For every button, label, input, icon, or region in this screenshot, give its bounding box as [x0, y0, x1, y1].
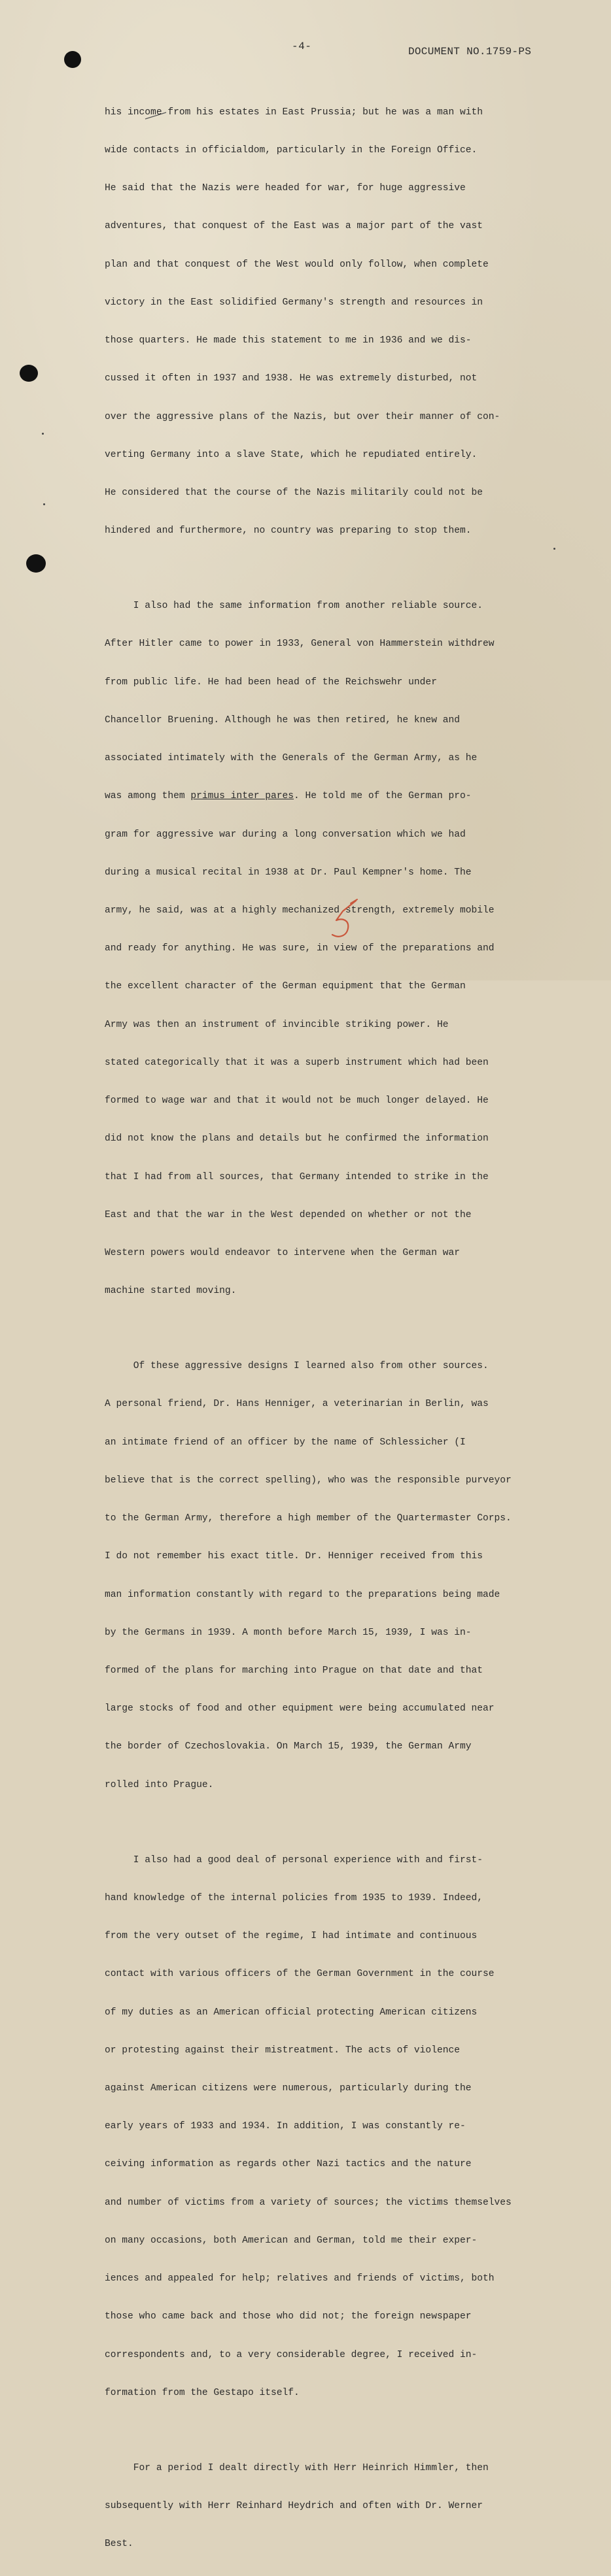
text-line: early years of 1933 and 1934. In addition, I was constantly re-	[105, 2121, 466, 2132]
text-line: believe that is the correct spelling), who was the responsible purveyor	[105, 1475, 512, 1486]
text-line: those who came back and those who did not; the foreign newspaper	[105, 2311, 472, 2322]
text-line: of my duties as an American official protecting American citizens	[105, 2007, 478, 2018]
text-line: formation from the Gestapo itself.	[105, 2387, 300, 2398]
text-line: hand knowledge of the internal policies from 1935 to 1939. Indeed,	[105, 1892, 483, 1903]
text-line: correspondents and, to a very considerable degree, I received in-	[105, 2349, 478, 2360]
document-id: DOCUMENT NO.1759-PS	[408, 46, 532, 58]
punch-hole-lower	[26, 554, 46, 573]
punch-hole-top	[64, 51, 81, 68]
text-line: man information constantly with regard to the preparations being made	[105, 1589, 500, 1600]
text-line: East and that the war in the West depended on whether or not the	[105, 1209, 472, 1220]
underlined-phrase: primus inter pares	[190, 791, 294, 802]
pencil-page-mark	[327, 897, 366, 943]
text-line: cussed it often in 1937 and 1938. He was extremely disturbed, not	[105, 373, 478, 384]
ink-speck	[43, 503, 45, 505]
text-line: verting Germany into a slave State, which he repudiated entirely.	[105, 449, 478, 460]
text-line: adventures, that conquest of the East was a major part of the vast	[105, 221, 483, 232]
text-line: I also had the same information from another reliable source.	[105, 601, 483, 612]
text-line: or protesting against their mistreatment. The acts of violence	[105, 2045, 460, 2056]
text-line: from the very outset of the regime, I had intimate and continuous	[105, 1931, 478, 1942]
text-line: by the Germans in 1939. A month before March 15, 1939, I was in-	[105, 1627, 472, 1638]
text-line: Best.	[105, 2539, 133, 2550]
text-line	[105, 790, 556, 803]
ink-speck	[42, 433, 44, 435]
document-body	[105, 81, 556, 2576]
text-line: those quarters. He made this statement to me in 1936 and we dis-	[105, 335, 472, 346]
paragraph-1	[105, 81, 556, 563]
paragraph-4	[105, 1829, 556, 2425]
text-line: associated intimately with the Generals of the German Army, as he	[105, 753, 478, 764]
page-number: -4-	[292, 41, 312, 52]
text-line-end: . He told me of the German pro-	[294, 791, 472, 802]
text-line: subsequently with Herr Reinhard Heydrich and often with Dr. Werner	[105, 2500, 483, 2511]
text-line: wide contacts in officialdom, particularly in the Foreign Office.	[105, 145, 478, 156]
text-line: He said that the Nazis were headed for war, for huge aggressive	[105, 183, 466, 194]
text-line: formed to wage war and that it would not be much longer delayed. He	[105, 1096, 489, 1107]
text-line: machine started moving.	[105, 1286, 237, 1297]
text-line: A personal friend, Dr. Hans Henniger, a veterinarian in Berlin, was	[105, 1399, 489, 1410]
text-line: Army was then an instrument of invincible striking power. He	[105, 1019, 449, 1030]
text-line: stated categorically that it was a superb instrument which had been	[105, 1057, 489, 1068]
text-line: to the German Army, therefore a high member of the Quartermaster Corps.	[105, 1513, 512, 1524]
text-line: For a period I dealt directly with Herr Heinrich Himmler, then	[105, 2462, 489, 2473]
text-line: Chancellor Bruening. Although he was then retired, he knew and	[105, 714, 460, 726]
text-line: his income from his estates in East Prussia; but he was a man with	[105, 107, 483, 118]
text-line: an intimate friend of an officer by the name of Schlessicher (I	[105, 1437, 466, 1448]
paragraph-5	[105, 2437, 556, 2576]
text-line: over the aggressive plans of the Nazis, but over their manner of con-	[105, 411, 500, 422]
text-line: He considered that the course of the Nazis militarily could not be	[105, 488, 483, 498]
text-line: army, he said, was at a highly mechanized strength, extremely mobile	[105, 905, 495, 916]
text-line: After Hitler came to power in 1933, General von Hammerstein withdrew	[105, 639, 495, 650]
text-line: the border of Czechoslovakia. On March 15, 1939, the German Army	[105, 1741, 472, 1752]
text-line: victory in the East solidified Germany's strength and resources in	[105, 297, 483, 308]
punch-hole-middle	[20, 365, 38, 382]
text-line: Western powers would endeavor to intervene when the German war	[105, 1247, 460, 1258]
text-line: against American citizens were numerous, particularly during the	[105, 2083, 472, 2094]
text-line: that I had from all sources, that Germany intended to strike in the	[105, 1171, 489, 1182]
paragraph-3	[105, 1335, 556, 1816]
text-line: I also had a good deal of personal experience with and first-	[105, 1854, 483, 1865]
text-line: plan and that conquest of the West would only follow, when complete	[105, 259, 489, 270]
text-line-start: was among them	[105, 791, 191, 802]
text-line: large stocks of food and other equipment were being accumulated near	[105, 1703, 495, 1715]
text-line: ceiving information as regards other Nazi tactics and the nature	[105, 2159, 472, 2170]
text-line: contact with various officers of the German Government in the course	[105, 1969, 495, 1980]
text-line: and number of victims from a variety of sources; the victims themselves	[105, 2197, 512, 2208]
text-line: did not know the plans and details but he confirmed the information	[105, 1133, 489, 1145]
text-line: on many occasions, both American and German, told me their exper-	[105, 2235, 478, 2246]
text-line: during a musical recital in 1938 at Dr. Paul Kempner's home. The	[105, 867, 472, 878]
text-line: gram for aggressive war during a long conversation which we had	[105, 829, 466, 840]
text-line: I do not remember his exact title. Dr. Henniger received from this	[105, 1551, 483, 1562]
text-line: iences and appealed for help; relatives and friends of victims, both	[105, 2273, 495, 2284]
text-line: from public life. He had been head of the Reichswehr under	[105, 677, 437, 688]
text-line: and ready for anything. He was sure, in view of the preparations and	[105, 943, 495, 954]
text-line: rolled into Prague.	[105, 1779, 214, 1790]
paragraph-2	[105, 575, 556, 1323]
text-line: formed of the plans for marching into Prague on that date and that	[105, 1665, 483, 1676]
text-line: Of these aggressive designs I learned also from other sources.	[105, 1361, 489, 1372]
text-line: the excellent character of the German equipment that the German	[105, 981, 466, 992]
text-line: hindered and furthermore, no country was preparing to stop them.	[105, 526, 472, 537]
